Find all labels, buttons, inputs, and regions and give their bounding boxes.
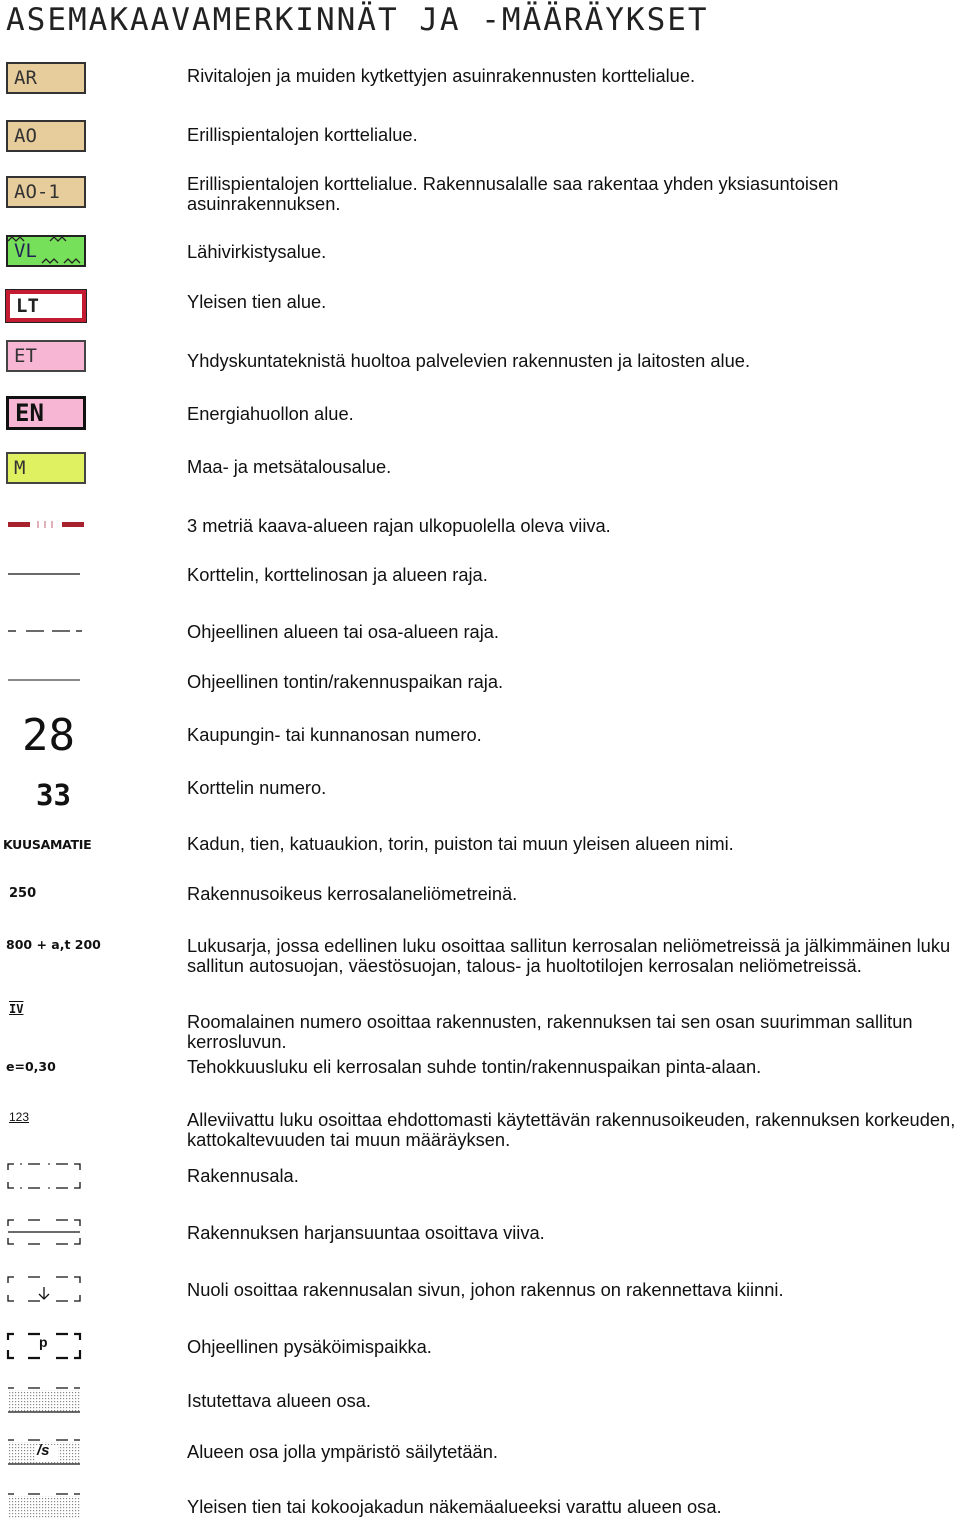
symbol-efficiency [6,1058,82,1076]
vl-label: VL [14,240,37,262]
symbol-street-name [3,836,92,854]
ar-box: AR [6,62,86,94]
planting-area-icon [6,1386,86,1414]
desc-3m-line: 3 metriä kaava-alueen rajan ulkopuolella oleva viiva. [187,515,611,536]
symbol-plot-boundary [6,672,82,697]
red-dashed-line-icon [6,516,86,536]
desc-efficiency: Tehokkuusluku eli kerrosalan suhde tontin/rakennuspaikan pinta-alaan. [187,1056,762,1077]
desc-en: Energiahuollon alue. [187,403,354,424]
desc-building-right: Rakennusoikeus kerrosalaneliömetreinä. [187,883,518,904]
ridge-direction-icon [6,1218,86,1246]
solid-line-icon [6,565,86,585]
desc-parking: Ohjeellinen pysäköimispaikka. [187,1336,432,1357]
symbol-district-number [22,710,98,761]
desc-block-number: Korttelin numero. [187,777,327,798]
desc-block-boundary: Korttelin, korttelinosan ja alueen raja. [187,564,488,585]
symbol-arrow-side [6,1275,82,1308]
symbol-ridge-direction [6,1218,82,1251]
desc-lt: Yleisen tien alue. [187,291,327,312]
block-number: 33 [36,778,71,812]
building-right-value: 250 [9,886,37,901]
zigzag-pattern-icon [6,235,86,267]
symbol-number-series [6,936,126,954]
number-series: 800 + a,t 200 [6,937,101,952]
desc-number-series: Lukusarja, jossa edellinen luku osoittaa sallitun kerrosalan neliömetreissä ja jälkimmäinen luku sallitun autosuojan, väestösuojan, talous- ja huoltotilojen kerrosalan neliömetreissä. [187,935,951,976]
preserve-label: /s [37,1442,50,1459]
page-title: ASEMAKAAVAMERKINNÄT JA -MÄÄRÄYKSET [6,2,709,38]
symbol-sight-area [6,1492,82,1525]
desc-district-number: Kaupungin- tai kunnanosan numero. [187,724,482,745]
district-number: 28 [22,710,75,761]
symbol-building-area [6,1162,82,1195]
efficiency-value: e=0,30 [6,1059,56,1074]
symbol-underlined-number [9,1108,85,1126]
ao-1-box: AO-1 [6,176,86,208]
desc-underlined-number: Alleviivattu luku osoittaa ehdottomasti käytettävän rakennusoikeuden, rakennuksen korkeuden, kattokaltevuuden tai muun määräyksen. [187,1109,956,1150]
et-box: ET [6,340,86,372]
desc-ridge-direction: Rakennuksen harjansuuntaa osoittava viiva. [187,1222,545,1243]
parking-letter: p [39,1334,48,1350]
building-area-icon [6,1162,86,1190]
m-box: M [6,452,86,484]
desc-ao-1: Erillispientalojen korttelialue. Rakennusalalle saa rakentaa yhden yksiasuntoisen asuinrakennuksen. [187,173,839,214]
arrow-down-icon [6,1275,86,1303]
lt-box: LT [6,290,86,322]
desc-sight-area: Yleisen tien tai kokoojakadun näkemäalueeksi varattu alueen osa. [187,1496,722,1517]
desc-floor-count: Roomalainen numero osoittaa rakennusten, rakennuksen tai sen osan suurimman sallitun kerrosluvun. [187,1011,913,1052]
desc-et: Yhdyskuntateknistä huoltoa palvelevien rakennusten ja laitosten alue. [187,350,751,371]
desc-ao: Erillispientalojen korttelialue. [187,124,418,145]
desc-area-boundary: Ohjeellinen alueen tai osa-alueen raja. [187,621,500,642]
symbol-building-right [9,884,85,902]
sight-area-icon [6,1492,86,1520]
desc-m: Maa- ja metsätalousalue. [187,456,392,477]
symbol-floor-count [9,1000,85,1018]
desc-ar: Rivitalojen ja muiden kytkettyjen asuinrakennusten korttelialue. [187,65,696,86]
en-box: EN [6,396,86,430]
desc-street-name: Kadun, tien, katuaukion, torin, puiston tai muun yleisen alueen nimi. [187,833,734,854]
floor-count-roman: IV [9,1002,24,1016]
underlined-number: 123 [9,1110,30,1124]
symbol-planting [6,1386,82,1419]
symbol-area-boundary [6,622,82,647]
desc-building-area: Rakennusala. [187,1165,299,1186]
desc-arrow-side: Nuoli osoittaa rakennusalan sivun, johon rakennus on rakennettava kiinni. [187,1279,784,1300]
thin-line-icon [6,672,86,692]
desc-vl: Lähivirkistysalue. [187,241,327,262]
symbol-block-number [36,778,112,812]
symbol-block-boundary [6,565,82,590]
desc-plot-boundary: Ohjeellinen tontin/rakennuspaikan raja. [187,671,504,692]
dashed-line-icon [6,622,86,642]
street-name: KUUSAMATIE [3,837,92,852]
desc-preserve: Alueen osa jolla ympäristö säilytetään. [187,1441,498,1462]
desc-planting: Istutettava alueen osa. [187,1390,371,1411]
symbol-3m-line [6,516,82,541]
ao-box: AO [6,120,86,152]
